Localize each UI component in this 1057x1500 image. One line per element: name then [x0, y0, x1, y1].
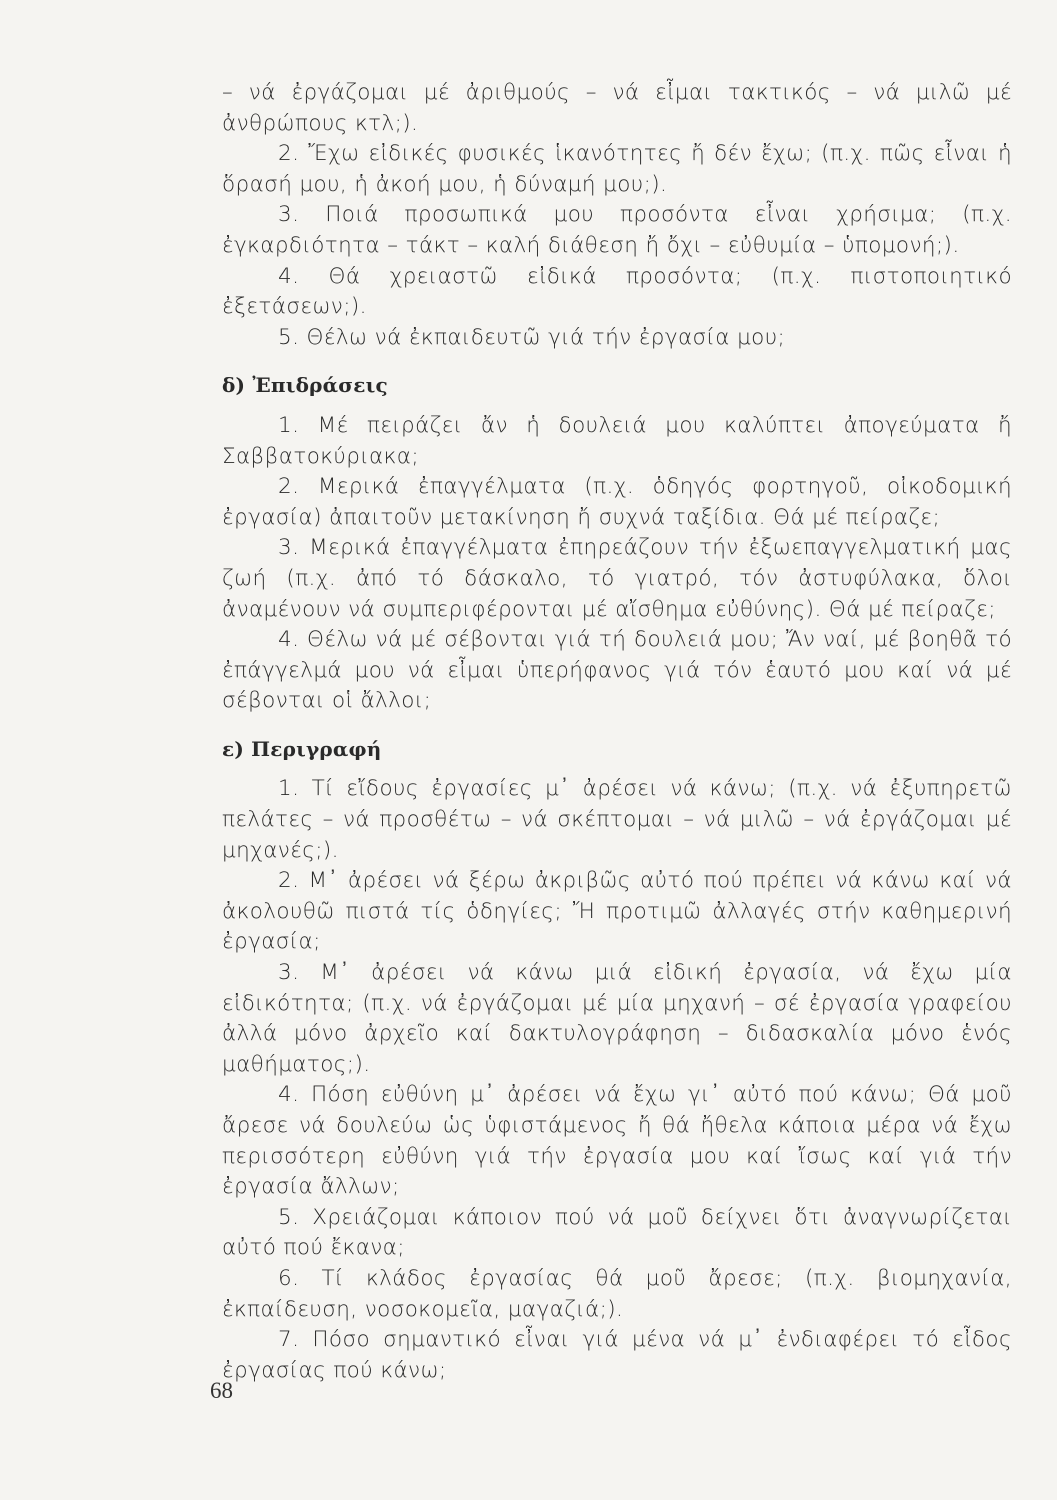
list-item: 7. Πόσο σημαντικό εἶναι γιά μένα νά μ᾽ ἐνδιαφέρει τό εἶδος ἐργασίας πού κάνω;	[222, 1327, 1012, 1383]
section-heading-d: δ) Ἐπιδράσεις	[222, 373, 388, 398]
list-item: 3. Μ᾽ ἀρέσει νά κάνω μιά εἰδική ἐργασία, νά ἔχω μία εἰδικότητα; (π.χ. νά ἐργάζομαι μέ μία μηχανή – σέ ἐργασία γραφείου ἀλλά μόνο ἀρχεῖο καί δακτυλογράφηση – διδασκαλία μόνο ἑνός μαθήματος;).	[222, 960, 1012, 1077]
list-item: 2. Μ᾽ ἀρέσει νά ξέρω ἀκριβῶς αὐτό πού πρέπει νά κάνω καί νά ἀκολουθῶ πιστά τίς ὁδηγίες; Ἤ προτιμῶ ἀλλαγές στήν καθημερινή ἐργασία;	[222, 868, 1012, 955]
list-item: 3. Ποιά προσωπικά μου προσόντα εἶναι χρήσιμα; (π.χ. ἐγκαρδιότητα – τάκτ – καλή διάθεση ἤ ὄχι – εὐθυμία – ὑπομονή;).	[222, 202, 1012, 258]
list-item: 3. Μερικά ἐπαγγέλματα ἐπηρεάζουν τήν ἐξωεπαγγελματική μας ζωή (π.χ. ἀπό τό δάσκαλο, τό γιατρό, τόν ἀστυφύλακα, ὅλοι ἀναμένουν νά συμπεριφέρονται μέ αἴσθημα εὐθύνης). Θά μέ πείραζε;	[222, 535, 1012, 622]
list-item: 5. Θέλω νά ἐκπαιδευτῶ γιά τήν ἐργασία μου;	[278, 324, 786, 350]
section-heading-e: ε) Περιγραφή	[222, 736, 382, 761]
list-item: 4. Θέλω νά μέ σέβονται γιά τή δουλειά μου; Ἄν ναί, μέ βοηθᾶ τό ἐπάγγελμά μου νά εἶμαι ὑπερήφανος γιά τόν ἑαυτό μου καί νά μέ σέβονται οἱ ἄλλοι;	[222, 627, 1012, 714]
list-item: 1. Τί εἴδους ἐργασίες μ᾽ ἀρέσει νά κάνω; (π.χ. νά ἐξυπηρετῶ πελάτες – νά προσθέτω – νά σκέπτομαι – νά μιλῶ – νά ἐργάζομαι μέ μηχανές;).	[222, 776, 1012, 863]
list-item: 2. Μερικά ἐπαγγέλματα (π.χ. ὁδηγός φορτηγοῦ, οἰκοδομική ἐργασία) ἀπαιτοῦν μετακίνηση ἤ συχνά ταξίδια. Θά μέ πείραζε;	[222, 474, 1012, 530]
continuation-paragraph: – νά ἐργάζομαι μέ ἀριθμούς – νά εἶμαι τακτικός – νά μιλῶ μέ ἀνθρώπους κτλ;).	[222, 80, 1012, 136]
list-item: 4. Θά χρειαστῶ εἰδικά προσόντα; (π.χ. πιστοποιητικό ἐξετάσεων;).	[222, 263, 1012, 320]
list-item: 6. Τί κλάδος ἐργασίας θά μοῦ ἄρεσε; (π.χ. βιομηχανία, ἐκπαίδευση, νοσοκομεῖα, μαγαζιά;).	[222, 1265, 1012, 1322]
page-number: 68	[210, 1378, 233, 1403]
list-item: 4. Πόση εὐθύνη μ᾽ ἀρέσει νά ἔχω γι᾽ αὐτό πού κάνω; Θά μοῦ ἄρεσε νά δουλεύω ὡς ὑφιστάμενος ἤ θά ἤθελα κάποια μέρα νά ἔχω περισσότερη εὐθύνη γιά τήν ἐργασία μου καί ἴσως καί γιά τήν ἐργασία ἄλλων;	[222, 1082, 1012, 1200]
body-text	[222, 78, 1012, 1386]
list-item: 1. Μέ πειράζει ἄν ἡ δουλειά μου καλύπτει ἀπογεύματα ἤ Σαββατοκύριακα;	[222, 412, 1012, 469]
list-item: 2. Ἔχω εἰδικές φυσικές ἱκανότητες ἤ δέν ἔχω; (π.χ. πῶς εἶναι ἡ ὅρασή μου, ἡ ἀκοή μου, ἡ δύναμή μου;).	[222, 141, 1012, 197]
list-item: 5. Χρειάζομαι κάποιον πού νά μοῦ δείχνει ὅτι ἀναγνωρίζεται αὐτό πού ἔκανα;	[222, 1204, 1012, 1261]
